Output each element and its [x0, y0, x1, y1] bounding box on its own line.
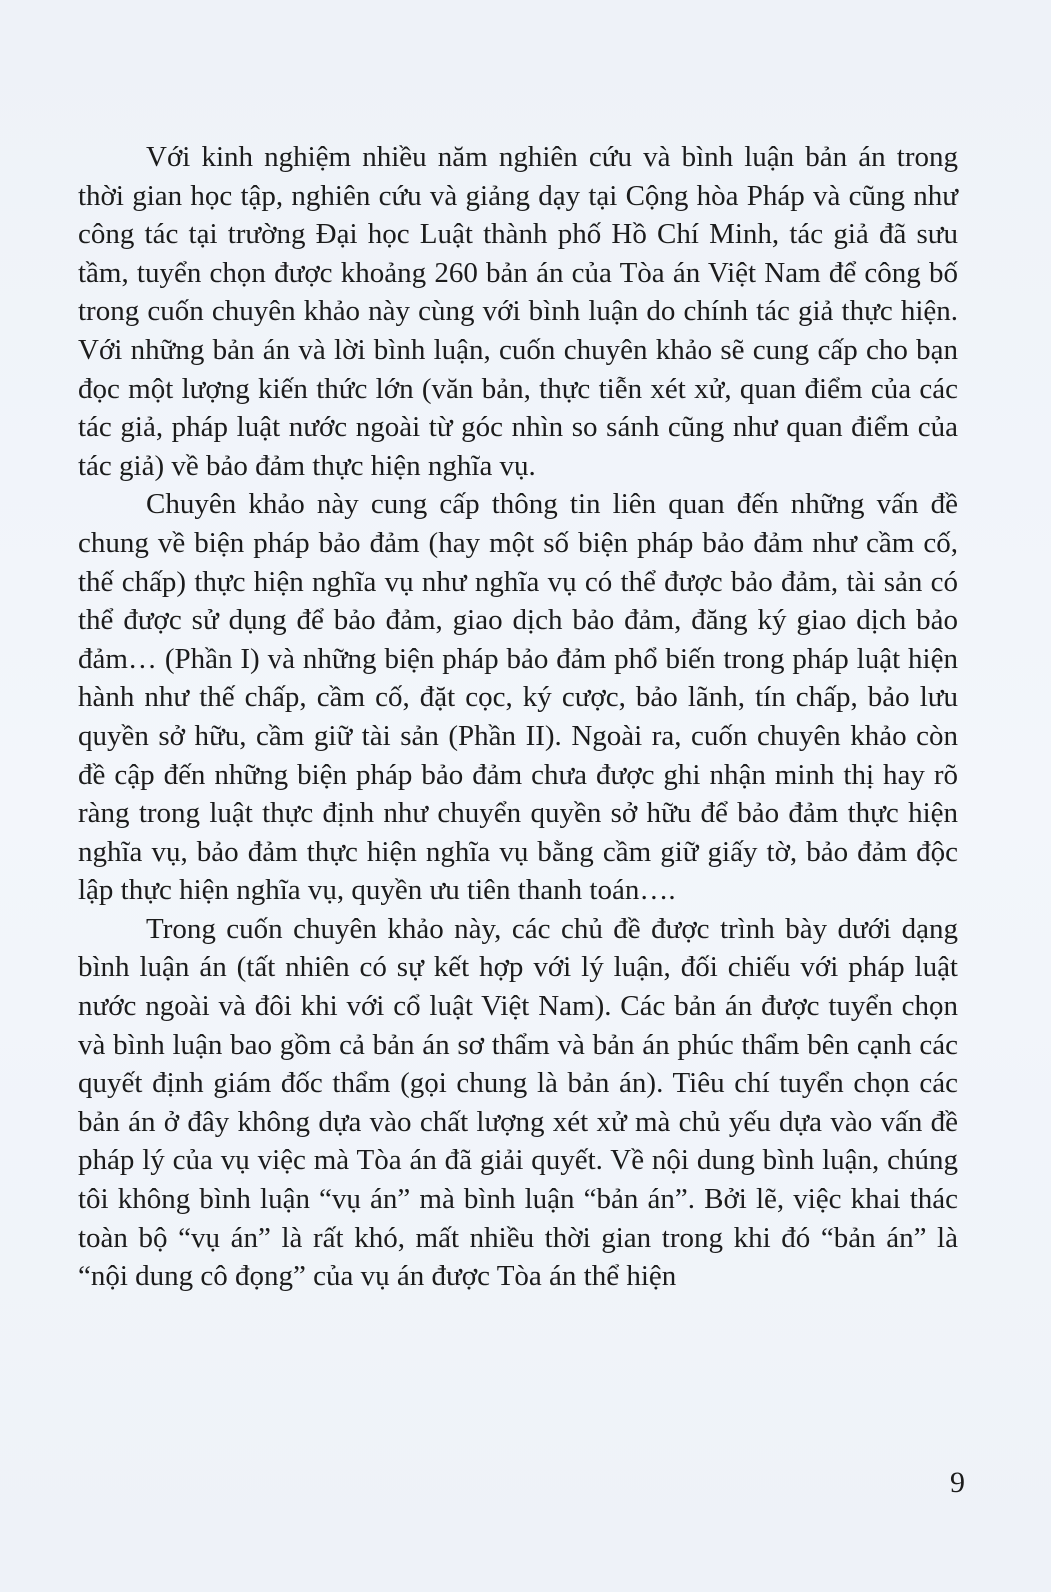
body-text: [78, 138, 958, 1296]
paragraph-1: Với kinh nghiệm nhiều năm nghiên cứu và bình luận bản án trong thời gian học tập, nghiên cứu và giảng dạy tại Cộng hòa Pháp và cũng như công tác tại trường Đại học Luật thành phố Hồ Chí Minh, tác giả đã sưu tầm, tuyển chọn được khoảng 260 bản án của Tòa án Việt Nam để công bố trong cuốn chuyên khảo này cùng với bình luận do chính tác giả thực hiện. Với những bản án và lời bình luận, cuốn chuyên khảo sẽ cung cấp cho bạn đọc một lượng kiến thức lớn (văn bản, thực tiễn xét xử, quan điểm của các tác giả, pháp luật nước ngoài từ góc nhìn so sánh cũng như quan điểm của tác giả) về bảo đảm thực hiện nghĩa vụ.: [78, 141, 958, 482]
paragraph-2: Chuyên khảo này cung cấp thông tin liên quan đến những vấn đề chung về biện pháp bảo đảm (hay một số biện pháp bảo đảm như cầm cố, thế chấp) thực hiện nghĩa vụ như nghĩa vụ có thể được bảo đảm, tài sản có thể được sử dụng để bảo đảm, giao dịch bảo đảm, đăng ký giao dịch bảo đảm… (Phần I) và những biện pháp bảo đảm phổ biến trong pháp luật hiện hành như thế chấp, cầm cố, đặt cọc, ký cược, bảo lãnh, tín chấp, bảo lưu quyền sở hữu, cầm giữ tài sản (Phần II). Ngoài ra, cuốn chuyên khảo còn đề cập đến những biện pháp bảo đảm chưa được ghi nhận minh thị hay rõ ràng trong luật thực định như chuyển quyền sở hữu để bảo đảm thực hiện nghĩa vụ, bảo đảm thực hiện nghĩa vụ bằng cầm giữ giấy tờ, bảo đảm độc lập thực hiện nghĩa vụ, quyền ưu tiên thanh toán….: [78, 488, 958, 907]
page-number: 9: [950, 1466, 965, 1499]
paragraph-3: Trong cuốn chuyên khảo này, các chủ đề được trình bày dưới dạng bình luận án (tất nhiên có sự kết hợp với lý luận, đối chiếu với pháp luật nước ngoài và đôi khi với cổ luật Việt Nam). Các bản án được tuyển chọn và bình luận bao gồm cả bản án sơ thẩm và bản án phúc thẩm bên cạnh các quyết định giám đốc thẩm (gọi chung là bản án). Tiêu chí tuyển chọn các bản án ở đây không dựa vào chất lượng xét xử mà chủ yếu dựa vào vấn đề pháp lý của vụ việc mà Tòa án đã giải quyết. Về nội dung bình luận, chúng tôi không bình luận “vụ án” mà bình luận “bản án”. Bởi lẽ, việc khai thác toàn bộ “vụ án” là rất khó, mất nhiều thời gian trong khi đó “bản án” là “nội dung cô đọng” của vụ án được Tòa án thể hiện: [78, 912, 958, 1293]
